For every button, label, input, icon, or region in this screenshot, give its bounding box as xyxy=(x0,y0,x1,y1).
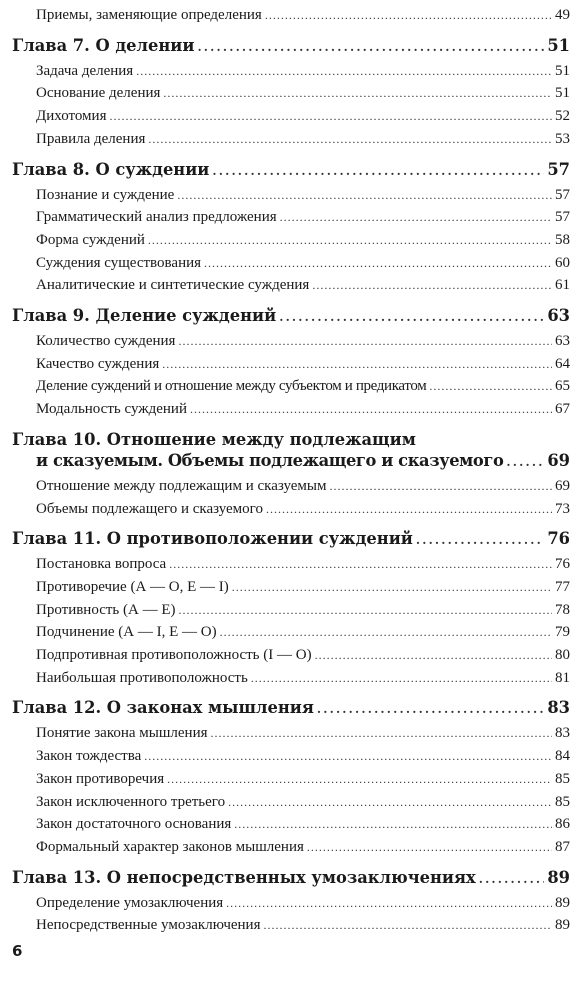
leader-dots xyxy=(280,206,552,229)
toc-entry-page: 83 xyxy=(555,725,570,742)
toc-entry-title: Правила деления xyxy=(36,130,146,147)
toc-entry[interactable] xyxy=(12,60,570,83)
toc-entry[interactable] xyxy=(12,398,570,421)
chapter-title: Глава 7. О делении xyxy=(12,35,195,55)
toc-entry[interactable] xyxy=(12,252,570,275)
toc-entry[interactable] xyxy=(12,229,570,252)
leader-dots xyxy=(178,330,552,353)
toc-entry-title: Подпротивная противоположность (I — О) xyxy=(36,647,312,664)
toc-entry-title: Форма суждений xyxy=(36,231,145,248)
toc-entry[interactable] xyxy=(12,274,570,297)
toc-entry-page: 61 xyxy=(555,277,570,294)
toc-entry-page: 86 xyxy=(555,816,570,833)
leader-dots xyxy=(228,791,552,814)
chapter-title: Глава 12. О законах мышления xyxy=(12,698,314,718)
toc-entry-title: Приемы, заменяющие определения xyxy=(36,7,262,23)
toc-entry-title: Противоречие (А — О, Е — I) xyxy=(36,578,229,595)
toc-entry-page: 64 xyxy=(555,355,570,372)
toc-entry-page: 81 xyxy=(555,669,570,686)
toc-entry-title: Суждения существования xyxy=(36,254,202,271)
leader-dots xyxy=(144,745,552,768)
leader-dots xyxy=(212,159,544,182)
toc-entry-page: 87 xyxy=(555,838,570,855)
toc-entry[interactable] xyxy=(12,722,570,745)
toc-entry-title: Постановка вопроса xyxy=(36,556,167,573)
toc-entry-page: 89 xyxy=(555,917,570,934)
toc-entry-title: Количество суждения xyxy=(36,333,176,350)
toc-entry[interactable] xyxy=(12,813,570,836)
chapter-page: 57 xyxy=(547,159,570,179)
leader-dots xyxy=(148,128,552,151)
toc-entry[interactable] xyxy=(12,914,570,937)
chapter-page: 89 xyxy=(547,867,570,887)
leader-dots xyxy=(479,867,545,890)
toc-entry-page: 60 xyxy=(555,254,570,271)
chapter-heading[interactable] xyxy=(12,528,570,553)
toc-entry[interactable] xyxy=(12,206,570,229)
toc-entry-title: Задача деления xyxy=(36,62,134,79)
leader-dots xyxy=(329,475,552,498)
toc-entry-page: 80 xyxy=(555,647,570,664)
toc-entry[interactable] xyxy=(12,4,570,27)
toc-entry[interactable] xyxy=(12,576,570,599)
toc-entry-page: 85 xyxy=(555,793,570,810)
leader-dots xyxy=(211,722,552,745)
toc-entry-page: 65 xyxy=(555,378,570,395)
chapter-page: 63 xyxy=(547,306,570,326)
toc-entry-page: 77 xyxy=(555,578,570,595)
leader-dots xyxy=(234,813,552,836)
toc-entry[interactable] xyxy=(12,330,570,353)
toc-entry-page: 85 xyxy=(555,770,570,787)
leader-dots xyxy=(148,229,552,252)
toc-entry-title: Качество суждения xyxy=(36,355,160,372)
leader-dots xyxy=(232,576,552,599)
toc-entry-title: Закон достаточного основания xyxy=(36,816,232,833)
chapter-page: 83 xyxy=(547,698,570,718)
chapter-title: Глава 8. О суждении xyxy=(12,159,210,179)
chapter-heading[interactable] xyxy=(12,305,570,330)
leader-dots xyxy=(307,836,552,859)
toc-entry-title: Познание и суждение xyxy=(36,186,175,203)
chapter-page: 51 xyxy=(547,35,570,55)
toc-entry[interactable] xyxy=(12,892,570,915)
toc-entry-title: Отношение между подлежащим и сказуемым xyxy=(36,477,327,494)
leader-dots xyxy=(251,667,552,690)
toc-entry[interactable] xyxy=(12,644,570,667)
chapter-title-line1: Глава 10. Отношение между подлежащим xyxy=(12,429,416,449)
leader-dots xyxy=(220,621,552,644)
chapter-heading[interactable] xyxy=(12,429,570,450)
chapter-heading[interactable] xyxy=(12,697,570,722)
toc-entry-title: Наибольшая противоположность xyxy=(36,669,248,686)
leader-dots xyxy=(317,697,544,720)
leader-dots xyxy=(169,553,552,576)
toc-entry-page: 52 xyxy=(555,108,570,125)
toc-entry[interactable] xyxy=(12,621,570,644)
leader-dots xyxy=(315,644,552,667)
toc-entry-page: 73 xyxy=(555,500,570,517)
toc-entry[interactable] xyxy=(12,836,570,859)
page-number: 6 xyxy=(12,942,23,960)
leader-dots xyxy=(506,450,544,473)
toc-entry-page: 57 xyxy=(555,186,570,203)
chapter-heading[interactable] xyxy=(12,159,570,184)
toc-entry-page: 69 xyxy=(555,477,570,494)
toc-entry-page: 51 xyxy=(555,85,570,102)
toc-entry[interactable] xyxy=(12,599,570,622)
toc-entry-title: Грамматический анализ предложения xyxy=(36,209,277,226)
toc-entry-page: 89 xyxy=(555,894,570,911)
leader-dots xyxy=(416,528,544,551)
leader-dots xyxy=(266,498,552,521)
toc-entry[interactable] xyxy=(12,768,570,791)
toc-entry-page: 49 xyxy=(555,7,570,23)
toc-entry[interactable] xyxy=(12,791,570,814)
toc-entry-page: 53 xyxy=(555,130,570,147)
toc-entry-title: Непосредственные умозаключения xyxy=(36,917,261,934)
toc-entry[interactable] xyxy=(12,475,570,498)
toc-entry[interactable] xyxy=(12,553,570,576)
leader-dots xyxy=(167,768,552,791)
toc-entry-title: Противность (А — Е) xyxy=(36,601,176,618)
toc-entry-page: 76 xyxy=(555,556,570,573)
toc-entry[interactable] xyxy=(12,375,570,398)
toc-entry-page: 57 xyxy=(555,209,570,226)
toc-entry[interactable] xyxy=(12,128,570,151)
toc-entry-title: Формальный характер законов мышления xyxy=(36,838,304,855)
leader-dots xyxy=(204,252,552,275)
toc-entry-title: Закон исключенного третьего xyxy=(36,793,226,810)
toc-entry-title: Объемы подлежащего и сказуемого xyxy=(36,500,263,517)
toc-entry-page: 63 xyxy=(555,333,570,350)
chapter-heading[interactable] xyxy=(12,35,570,60)
toc-entry-page: 78 xyxy=(555,601,570,618)
leader-dots xyxy=(179,599,553,622)
chapter-heading-continued[interactable] xyxy=(12,450,570,475)
toc-entry[interactable] xyxy=(12,353,570,376)
leader-dots xyxy=(265,4,552,27)
toc-entry[interactable] xyxy=(12,667,570,690)
chapter-page: 69 xyxy=(547,450,570,470)
leader-dots xyxy=(177,184,552,207)
toc-entry-title: Закон тождества xyxy=(36,748,142,765)
table-of-contents xyxy=(12,4,570,937)
leader-dots xyxy=(109,105,552,128)
leader-dots xyxy=(136,60,552,83)
toc-entry[interactable] xyxy=(12,745,570,768)
chapter-title: Глава 9. Деление суждений xyxy=(12,306,277,326)
toc-entry[interactable] xyxy=(12,184,570,207)
chapter-title-line2: и сказуемым. Объемы подлежащего и сказуемого xyxy=(36,450,504,470)
toc-entry-title: Модальность суждений xyxy=(36,401,187,418)
toc-entry[interactable] xyxy=(12,498,570,521)
leader-dots xyxy=(429,375,552,398)
toc-entry-title: Дихотомия xyxy=(36,108,107,125)
toc-entry-title: Деление суждений и отношение между субъектом и предикатом xyxy=(36,378,427,395)
toc-entry-title: Закон противоречия xyxy=(36,770,165,787)
toc-entry-title: Определение умозаключения xyxy=(36,894,224,911)
chapter-title: Глава 11. О противоположении суждений xyxy=(12,529,413,549)
toc-entry[interactable] xyxy=(12,82,570,105)
leader-dots xyxy=(279,305,544,328)
toc-entry[interactable] xyxy=(12,105,570,128)
leader-dots xyxy=(226,892,552,915)
toc-entry-page: 67 xyxy=(555,401,570,418)
leader-dots xyxy=(163,82,552,105)
toc-entry-page: 58 xyxy=(555,231,570,248)
chapter-heading[interactable] xyxy=(12,867,570,892)
toc-entry-page: 84 xyxy=(555,748,570,765)
toc-entry-title: Понятие закона мышления xyxy=(36,725,208,742)
leader-dots xyxy=(162,353,552,376)
leader-dots xyxy=(190,398,552,421)
chapter-title: Глава 13. О непосредственных умозаключениях xyxy=(12,867,476,887)
toc-entry-page: 79 xyxy=(555,624,570,641)
leader-dots xyxy=(197,35,544,58)
toc-entry-title: Аналитические и синтетические суждения xyxy=(36,277,310,294)
leader-dots xyxy=(312,274,552,297)
toc-entry-page: 51 xyxy=(555,62,570,79)
toc-entry-title: Подчинение (А — I, Е — О) xyxy=(36,624,217,641)
chapter-page: 76 xyxy=(547,529,570,549)
toc-entry-title: Основание деления xyxy=(36,85,161,102)
leader-dots xyxy=(264,914,553,937)
